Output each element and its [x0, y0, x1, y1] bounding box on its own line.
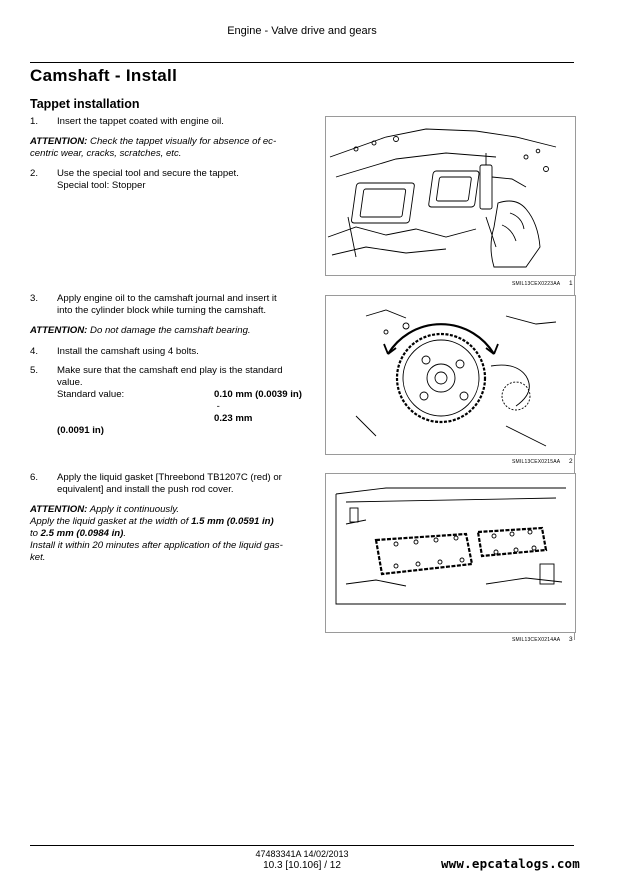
attention-text: Apply the liquid gasket at the width of [30, 516, 192, 527]
step-text: Make sure that the camshaft end play is the standard [57, 365, 283, 376]
step-number: 3. [30, 293, 39, 304]
footer-rule [30, 845, 574, 846]
camshaft-gear-drawing [326, 296, 575, 454]
step-number: 4. [30, 346, 39, 357]
step-text: Insert the tappet coated with engine oil. [57, 116, 224, 127]
attention-note-2 [30, 325, 306, 337]
attention-text: centric wear, cracks, scratches, etc. [30, 148, 182, 159]
attention-text: ket. [30, 552, 46, 563]
gasket-width-max: 2.5 mm (0.0984 in) [40, 528, 124, 539]
figure-1-tappet-illustration [325, 116, 576, 276]
figure-2-camshaft-illustration [325, 295, 576, 455]
header-rule [30, 62, 574, 63]
standard-value-separator: - [214, 401, 223, 412]
gasket-width-min: 1.5 mm (0.0591 in) [191, 516, 274, 527]
running-header: Engine - Valve drive and gears [227, 25, 377, 37]
tappet-drawing [326, 117, 575, 275]
subheading: Tappet installation [30, 97, 140, 111]
step-text: Apply the liquid gasket [Threebond TB1207C (red) or [57, 472, 282, 483]
standard-value-label: Standard value: [57, 389, 125, 400]
step-3 [30, 293, 305, 317]
document-reference: 47483341A 14/02/2013 [255, 849, 349, 859]
standard-value-max-inch: (0.0091 in) [57, 425, 104, 436]
step-text: value. [57, 377, 83, 388]
step-text: into the cylinder block while turning the camshaft. [57, 305, 267, 316]
step-number: 1. [30, 116, 39, 127]
attention-text: Apply it continuously. [89, 504, 180, 515]
step-5 [30, 365, 305, 437]
attention-label: ATTENTION: [30, 325, 88, 336]
figure-3-gasket-illustration [325, 473, 576, 633]
attention-note-1 [30, 136, 306, 160]
standard-value-line [57, 389, 302, 425]
figure-number: 2 [569, 458, 573, 465]
step-6 [30, 472, 305, 496]
step-text: Install the camshaft using 4 bolts. [57, 346, 199, 357]
figure-number: 3 [569, 636, 573, 643]
step-number: 5. [30, 365, 39, 376]
figure-caption: SMIL13CEX0215AA [512, 459, 561, 465]
attention-text: Do not damage the camshaft bearing. [90, 325, 251, 336]
step-1 [30, 116, 305, 128]
page-reference: 10.3 [10.106] / 12 [263, 860, 341, 871]
figure-caption: SMIL13CEX0223AA [512, 281, 561, 287]
attention-text: to [30, 528, 41, 539]
figure-caption: SMIL13CEX0214AA [512, 637, 561, 643]
step-number: 6. [30, 472, 39, 483]
standard-value-min: 0.10 mm (0.0039 in) [214, 389, 302, 400]
step-2 [30, 168, 305, 192]
attention-text: Install it within 20 minutes after application of the liquid gas- [30, 540, 283, 551]
step-text: equivalent] and install the push rod cover. [57, 484, 234, 495]
attention-text: . [123, 528, 126, 539]
attention-label: ATTENTION: [30, 504, 88, 515]
step-text: Use the special tool and secure the tappet. [57, 168, 239, 179]
attention-label: ATTENTION: [30, 136, 88, 147]
attention-note-3 [30, 504, 306, 564]
step-text: Special tool: Stopper [57, 180, 146, 191]
gasket-drawing [326, 474, 575, 632]
figure-number: 1 [569, 280, 573, 287]
attention-text: Check the tappet visually for absence of ec- [90, 136, 277, 147]
watermark: www.epcatalogs.com [440, 856, 580, 871]
page-title: Camshaft - Install [30, 66, 178, 85]
step-number: 2. [30, 168, 39, 179]
standard-value-max: 0.23 mm [214, 413, 253, 424]
step-text: Apply engine oil to the camshaft journal and insert it [57, 293, 277, 304]
step-4 [30, 346, 305, 358]
